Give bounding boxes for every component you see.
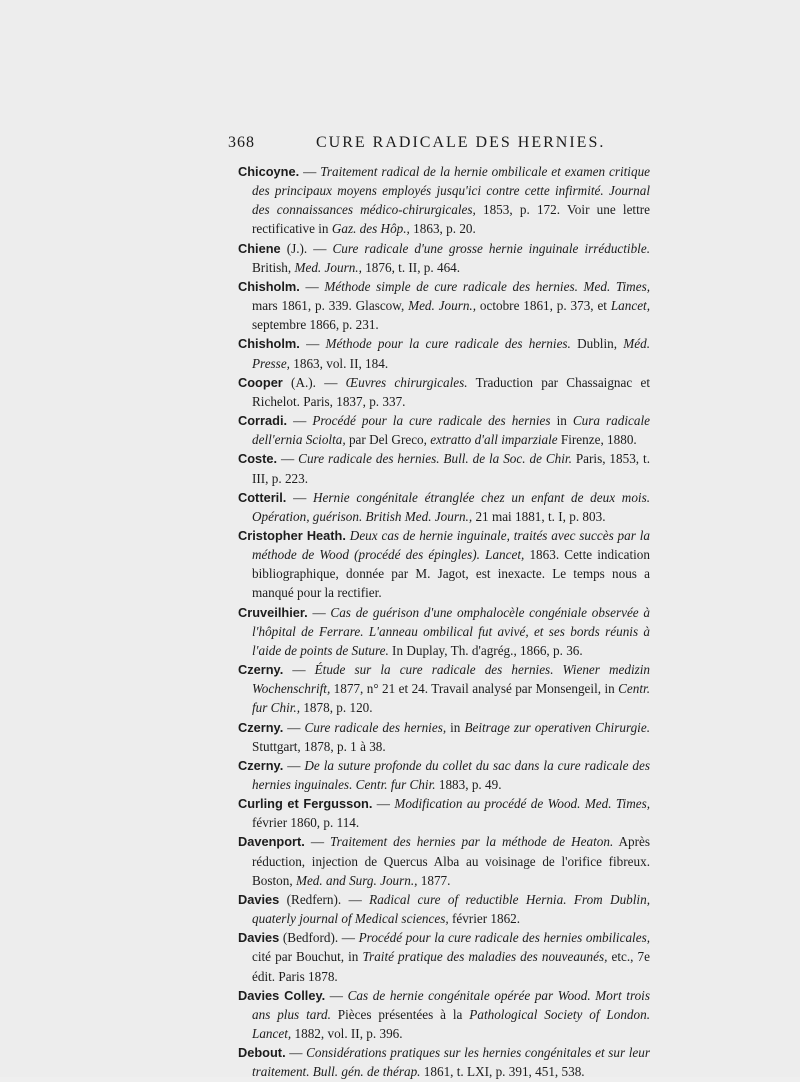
- entry-author: Czerny.: [238, 662, 284, 678]
- bibliography-entry: [238, 449, 650, 487]
- bibliography-entry: [238, 526, 650, 603]
- entry-text: par Del Greco,: [345, 432, 431, 448]
- entry-italic-text: Cura radicale dell'ernia Sciolta,: [252, 413, 650, 448]
- entry-text: février 1860, p. 114.: [252, 815, 360, 831]
- entry-text: —: [286, 489, 314, 505]
- bibliography-entry: [238, 603, 650, 660]
- bibliography-list: [238, 162, 650, 1082]
- entry-author: Davies: [238, 930, 280, 946]
- entry-text: —: [304, 834, 330, 850]
- entry-italic-text: Traité pratique des maladies des nouveaunés,: [362, 949, 608, 965]
- entry-text: Stuttgart, 1878, p. 1 à 38.: [252, 738, 386, 754]
- entry-italic-text: Traitement des hernies par la méthode de Heaton.: [330, 834, 614, 850]
- bibliography-entry: [238, 756, 650, 794]
- entry-italic-text: Gaz. des Hôp.,: [331, 221, 410, 237]
- entry-text: Firenze, 1880.: [557, 432, 637, 448]
- bibliography-entry: [238, 986, 650, 1043]
- entry-text: 1853, p. 172. Voir une lettre rectificative in: [252, 202, 650, 237]
- entry-text: in: [550, 413, 573, 429]
- entry-author: Cotteril.: [238, 489, 287, 505]
- bibliography-entry: [238, 718, 650, 756]
- entry-italic-text: Œuvres chirurgicales.: [345, 374, 468, 390]
- entry-italic-text: Deux cas de hernie inguinale, traités avec succès par la méthode de Wood (procédé des épingles). Lancet,: [252, 527, 650, 563]
- entry-italic-text: Cure radicale d'une grosse hernie inguinale irréductible.: [332, 240, 650, 256]
- entry-author: Corradi.: [238, 413, 288, 429]
- entry-author: Cooper: [238, 374, 283, 390]
- entry-text: 1861, t. LXI, p. 391, 451, 538.: [420, 1064, 585, 1080]
- entry-text: 1882, vol. II, p. 396.: [291, 1026, 403, 1042]
- entry-author: Davies Colley.: [238, 987, 326, 1003]
- bibliography-entry: [238, 411, 650, 449]
- entry-text: Dublin,: [570, 336, 624, 352]
- entry-text: 1876, t. II, p. 464.: [361, 259, 461, 275]
- entry-text: —: [325, 987, 348, 1003]
- entry-text: —: [299, 278, 325, 294]
- entry-italic-text: Cas de hernie congénitale opérée par Wood. Mort trois ans plus tard.: [252, 987, 650, 1022]
- entry-italic-text: Modification au procédé de Wood. Med. Times,: [394, 796, 650, 812]
- entry-text: 1863. Cette indication bibliographique, donnée par M. Jagot, est inexacte. Le temps nous a manqué pour la rectifier.: [252, 547, 650, 601]
- entry-text: in: [446, 719, 465, 735]
- entry-text: 21 mai 1881, t. I, p. 803.: [472, 508, 606, 524]
- entry-author: Debout.: [238, 1045, 286, 1061]
- bibliography-entry: [238, 373, 650, 411]
- entry-italic-text: Cure radicale des hernies. Bull. de la Soc. de Chir.: [298, 451, 572, 467]
- entry-text: —: [283, 662, 315, 678]
- entry-text: septembre 1866, p. 231.: [252, 317, 379, 333]
- entry-text: 1863, vol. II, 184.: [289, 355, 389, 371]
- entry-italic-text: Med. Journ.,: [294, 259, 362, 275]
- entry-author: Cruveilhier.: [238, 604, 308, 620]
- entry-text: Paris, 1853, t. III, p. 223.: [252, 451, 650, 486]
- bibliography-entry: [238, 832, 650, 889]
- entry-italic-text: Centr. fur Chir.,: [252, 681, 650, 716]
- entry-author: Coste.: [238, 451, 278, 467]
- entry-text: (Redfern). —: [279, 891, 370, 907]
- entry-italic-text: extratto d'all imparziale: [430, 432, 558, 448]
- entry-italic-text: Procédé pour la cure radicale des hernies: [312, 413, 551, 429]
- bibliography-entry: [238, 928, 650, 985]
- bibliography-entry: [238, 1043, 650, 1081]
- entry-text: —: [307, 604, 331, 620]
- entry-author: Chiene: [238, 240, 281, 256]
- entry-author: Davies: [238, 891, 280, 907]
- running-title: CURE RADICALE DES HERNIES.: [316, 134, 606, 151]
- entry-text: Pièces présentées à la: [330, 1006, 470, 1022]
- entry-text: —: [299, 164, 321, 179]
- entry-text: cité par Bouchut, in: [252, 949, 363, 965]
- entry-text: 1877.: [417, 872, 451, 888]
- entry-text: (A.). —: [282, 374, 346, 390]
- entry-author: Chisholm.: [238, 278, 300, 294]
- entry-text: mars 1861, p. 339. Glascow,: [252, 298, 409, 314]
- entry-author: Davenport.: [238, 834, 305, 850]
- entry-italic-text: De la suture profonde du collet du sac dans la cure radicale des hernies inguinales. Centr. fur Chir.: [252, 757, 650, 792]
- entry-text: 1877, n° 21 et 24. Travail analysé par Monsengeil, in: [330, 681, 619, 697]
- entry-text: (J.). —: [280, 240, 333, 256]
- bibliography-entry: [238, 794, 650, 832]
- bibliography-entry: [238, 660, 650, 717]
- entry-text: Après réduction, injection de Quercus Alba au voisinage de l'orifice fibreux. Boston,: [252, 834, 650, 888]
- entry-text: —: [372, 796, 395, 812]
- entry-italic-text: Méd. Presse,: [252, 336, 650, 371]
- entry-italic-text: Cure radicale des hernies,: [304, 719, 447, 735]
- entry-text: —: [299, 336, 326, 352]
- entry-text: —: [287, 413, 313, 429]
- entry-italic-text: Méthode simple de cure radicale des hernies. Med. Times,: [324, 278, 650, 294]
- entry-text: —: [283, 719, 305, 735]
- entry-italic-text: Étude sur la cure radicale des hernies. Wiener medizin Wochenschrift,: [252, 662, 651, 697]
- entry-author: Cristopher Heath.: [238, 527, 346, 543]
- bibliography-entry: [238, 239, 650, 277]
- entry-text: Traduction par Chassaignac et Richelot. Paris, 1837, p. 337.: [252, 374, 650, 409]
- entry-text: 1878, p. 120.: [300, 700, 373, 716]
- entry-author: Curling et Fergusson.: [238, 796, 373, 812]
- entry-text: In Duplay, Th. d'agrég., 1866, p. 36.: [388, 642, 583, 658]
- bibliography-entry: [238, 488, 650, 526]
- entry-italic-text: Med. and Surg. Journ.,: [295, 872, 418, 888]
- bibliography-entry: [238, 334, 650, 372]
- bibliography-entry: [238, 162, 650, 239]
- entry-italic-text: Pathological Society of London. Lancet,: [252, 1006, 651, 1042]
- entry-text: British,: [252, 259, 295, 275]
- entry-text: (Bedford). —: [279, 930, 359, 946]
- entry-author: Chicoyne.: [238, 164, 300, 179]
- entry-author: Czerny.: [238, 719, 284, 735]
- entry-italic-text: Beitrage zur operativen Chirurgie.: [464, 719, 650, 735]
- entry-italic-text: Med. Journ.,: [408, 298, 477, 314]
- bibliography-entry: [238, 890, 650, 928]
- entry-italic-text: Cas de guérison d'une omphalocèle congéniale observée à l'hôpital de Ferrare. L'anneau ombilical fut avivé, et ses bords réunis à l'aide de points de Suture.: [252, 604, 651, 658]
- entry-text: 1863, p. 20.: [409, 221, 476, 237]
- entry-text: 1883, p. 49.: [435, 777, 502, 792]
- entry-author: Czerny.: [238, 757, 284, 773]
- entry-italic-text: Hernie congénitale étranglée chez un enfant de deux mois. Opération, guérison. British Med. Journ.,: [252, 489, 651, 524]
- entry-text: —: [283, 757, 305, 773]
- entry-italic-text: Radical cure of reductible Hernia. From Dublin, quaterly journal of Medical sciences,: [252, 891, 650, 927]
- entry-italic-text: Considérations pratiques sur les hernies congénitales et sur leur traitement. Bull. gén. de thérap.: [252, 1045, 650, 1080]
- entry-italic-text: Traitement radical de la hernie ombilicale et examen critique des principaux moyens employés jusqu'ici contre cette infirmité. Journal des connaissances médico-chirurgicales,: [252, 164, 651, 218]
- entry-italic-text: Procédé pour la cure radicale des hernies ombilicales,: [358, 930, 650, 946]
- bibliography-entry: [238, 277, 650, 334]
- entry-text: etc., 7e édit. Paris 1878.: [252, 949, 650, 984]
- entry-text: février 1862.: [448, 911, 521, 927]
- entry-text: —: [285, 1045, 307, 1061]
- entry-italic-text: Lancet,: [610, 298, 651, 314]
- page-number: 368: [228, 134, 255, 151]
- entry-text: octobre 1861, p. 373, et: [476, 298, 611, 314]
- entry-text: —: [277, 451, 299, 467]
- entry-author: Chisholm.: [238, 336, 300, 352]
- entry-italic-text: Méthode pour la cure radicale des hernies.: [325, 336, 571, 352]
